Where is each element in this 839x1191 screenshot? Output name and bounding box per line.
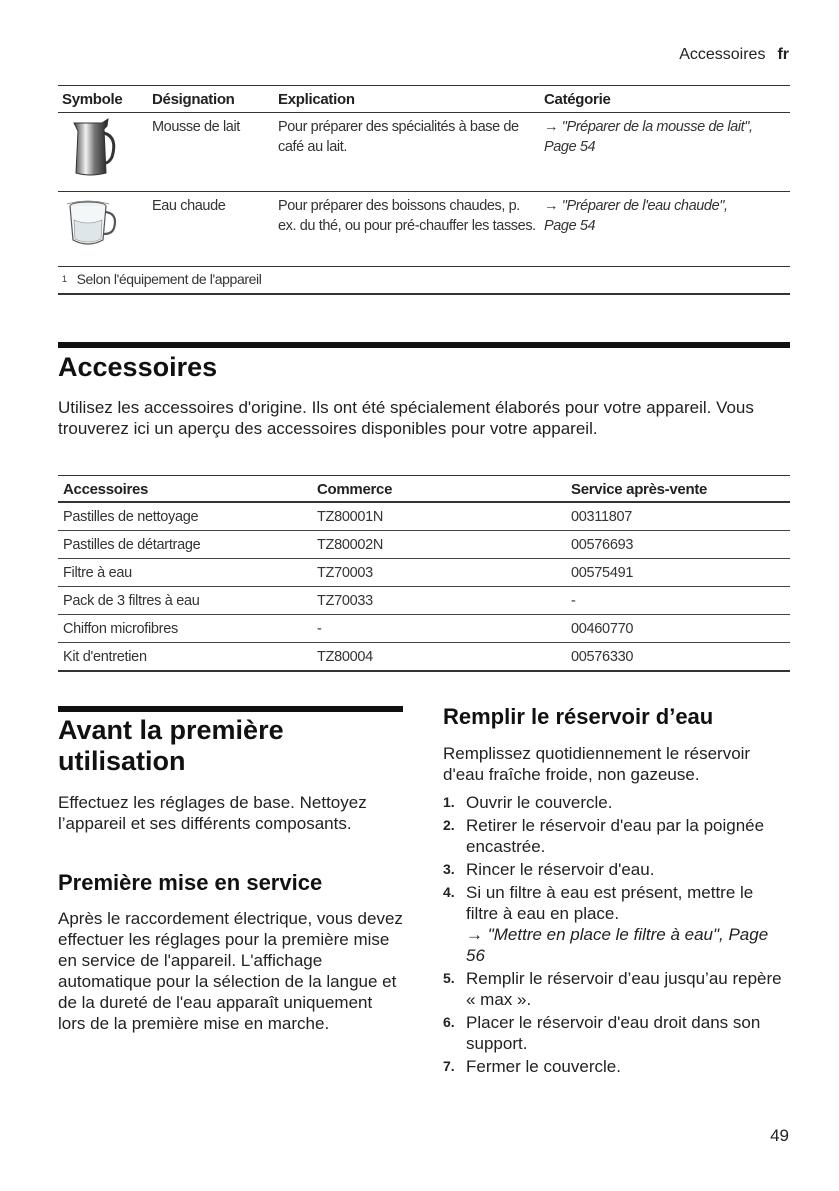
list-item bbox=[443, 1012, 788, 1054]
page-number: 49 bbox=[770, 1126, 789, 1145]
commerce-ref: TZ70003 bbox=[312, 559, 566, 587]
designation-cell: Mousse de lait bbox=[148, 113, 274, 192]
symbol-table-header-row bbox=[58, 86, 790, 113]
avant-heading-line2: utilisation bbox=[58, 746, 186, 776]
table-row bbox=[58, 643, 790, 672]
step-reference-link[interactable]: → "Mettre en place le filtre à eau", Page 56 bbox=[466, 925, 769, 965]
categorie-cell bbox=[540, 113, 790, 192]
header-accessoires: Accessoires bbox=[58, 476, 312, 503]
step-number: 3. bbox=[443, 861, 455, 877]
service-ref: 00460770 bbox=[566, 615, 790, 643]
table-row bbox=[58, 502, 790, 531]
section-rule bbox=[58, 342, 790, 348]
header-commerce: Commerce bbox=[312, 476, 566, 503]
remplir-intro: Remplissez quotidiennement le réservoir d'eau fraîche froide, non gazeuse. bbox=[443, 744, 751, 784]
table-row bbox=[58, 531, 790, 559]
step-text: Remplir le réservoir d’eau jusqu’au repère « max ». bbox=[466, 969, 782, 1009]
commerce-ref: TZ80004 bbox=[312, 643, 566, 672]
footnote-row bbox=[58, 267, 790, 295]
avant-heading bbox=[58, 715, 403, 777]
step-text: Fermer le couvercle. bbox=[466, 1057, 621, 1076]
table-row bbox=[58, 559, 790, 587]
list-item bbox=[443, 792, 788, 813]
categorie-page: Page 54 bbox=[544, 139, 596, 155]
service-ref: 00576693 bbox=[566, 531, 790, 559]
header-designation: Désignation bbox=[148, 86, 274, 113]
service-ref: 00311807 bbox=[566, 502, 790, 531]
list-item bbox=[443, 1056, 788, 1077]
header-service: Service après-vente bbox=[566, 476, 790, 503]
section-rule bbox=[58, 706, 403, 712]
milk-jug-icon bbox=[62, 117, 120, 179]
header-language: fr bbox=[777, 46, 789, 63]
footnote-mark: 1 bbox=[62, 274, 67, 284]
accessories-header-row bbox=[58, 476, 790, 503]
explication-cell: Pour préparer des boissons chaudes, p. ex. du thé, ou pour pré-chauffer les tasses. bbox=[274, 192, 540, 267]
service-ref: 00576330 bbox=[566, 643, 790, 672]
header-section: Accessoires bbox=[679, 46, 766, 63]
premiere-heading: Première mise en service bbox=[58, 870, 323, 895]
header-categorie: Catégorie bbox=[540, 86, 790, 113]
list-item bbox=[443, 859, 788, 880]
step-text: Retirer le réservoir d'eau par la poignée encastrée. bbox=[466, 816, 765, 856]
table-row bbox=[58, 113, 790, 192]
accessoires-heading: Accessoires bbox=[58, 352, 218, 382]
step-number: 2. bbox=[443, 817, 455, 833]
explication-cell: Pour préparer des spécialités à base de café au lait. bbox=[274, 113, 540, 192]
commerce-ref: TZ80002N bbox=[312, 531, 566, 559]
list-item bbox=[443, 815, 788, 857]
symbol-cell bbox=[58, 192, 148, 267]
step-number: 4. bbox=[443, 884, 455, 900]
header-explication: Explication bbox=[274, 86, 540, 113]
accessory-name: Filtre à eau bbox=[58, 559, 312, 587]
commerce-ref: - bbox=[312, 615, 566, 643]
categorie-cell bbox=[540, 192, 790, 267]
step-text: Si un filtre à eau est présent, mettre le filtre à eau en place. bbox=[466, 883, 754, 923]
premiere-text: Après le raccordement électrique, vous devez effectuer les réglages pour la première mise en service de l'appareil. L'affichage automatique pour la sélection de la langue et de la dureté de l'eau apparaît uniquement lors de la première mise en marche. bbox=[58, 909, 403, 1033]
service-ref: - bbox=[566, 587, 790, 615]
step-number: 5. bbox=[443, 970, 455, 986]
footnote-text: Selon l'équipement de l'appareil bbox=[76, 271, 262, 287]
service-ref: 00575491 bbox=[566, 559, 790, 587]
step-number: 6. bbox=[443, 1014, 455, 1030]
categorie-link[interactable]: → "Préparer de l'eau chaude", bbox=[544, 198, 728, 214]
accessory-name: Pastilles de nettoyage bbox=[58, 502, 312, 531]
commerce-ref: TZ80001N bbox=[312, 502, 566, 531]
list-item bbox=[443, 968, 788, 1010]
accessoires-intro: Utilisez les accessoires d'origine. Ils ont été spécialement élaborés pour votre appareil. Vous trouverez ici un aperçu des accessoires disponibles pour votre appareil. bbox=[58, 398, 754, 438]
step-text: Placer le réservoir d'eau droit dans son support. bbox=[466, 1013, 761, 1053]
table-row bbox=[58, 615, 790, 643]
table-row bbox=[58, 587, 790, 615]
header-symbole: Symbole bbox=[58, 86, 148, 113]
accessory-name: Pastilles de détartrage bbox=[58, 531, 312, 559]
hot-water-cup-icon bbox=[62, 196, 122, 252]
accessory-name: Chiffon microfibres bbox=[58, 615, 312, 643]
commerce-ref: TZ70033 bbox=[312, 587, 566, 615]
step-number: 1. bbox=[443, 794, 455, 810]
avant-intro: Effectuez les réglages de base. Nettoyez l’appareil et ses différents composants. bbox=[58, 793, 367, 833]
table-row bbox=[58, 192, 790, 267]
categorie-link[interactable]: → "Préparer de la mousse de lait", bbox=[544, 119, 753, 135]
categorie-page: Page 54 bbox=[544, 218, 596, 234]
step-text: Rincer le réservoir d'eau. bbox=[466, 860, 655, 879]
avant-heading-line1: Avant la première bbox=[58, 715, 284, 745]
accessories-table bbox=[58, 475, 790, 672]
remplir-steps bbox=[443, 792, 788, 1079]
footnote-cell bbox=[58, 267, 790, 295]
symbol-table bbox=[58, 85, 790, 295]
remplir-heading: Remplir le réservoir d’eau bbox=[443, 704, 714, 729]
symbol-cell bbox=[58, 113, 148, 192]
accessory-name: Pack de 3 filtres à eau bbox=[58, 587, 312, 615]
list-item bbox=[443, 882, 788, 966]
designation-cell: Eau chaude bbox=[148, 192, 274, 267]
step-text: Ouvrir le couvercle. bbox=[466, 793, 613, 812]
running-header bbox=[679, 46, 789, 64]
accessory-name: Kit d'entretien bbox=[58, 643, 312, 672]
step-number: 7. bbox=[443, 1058, 455, 1074]
